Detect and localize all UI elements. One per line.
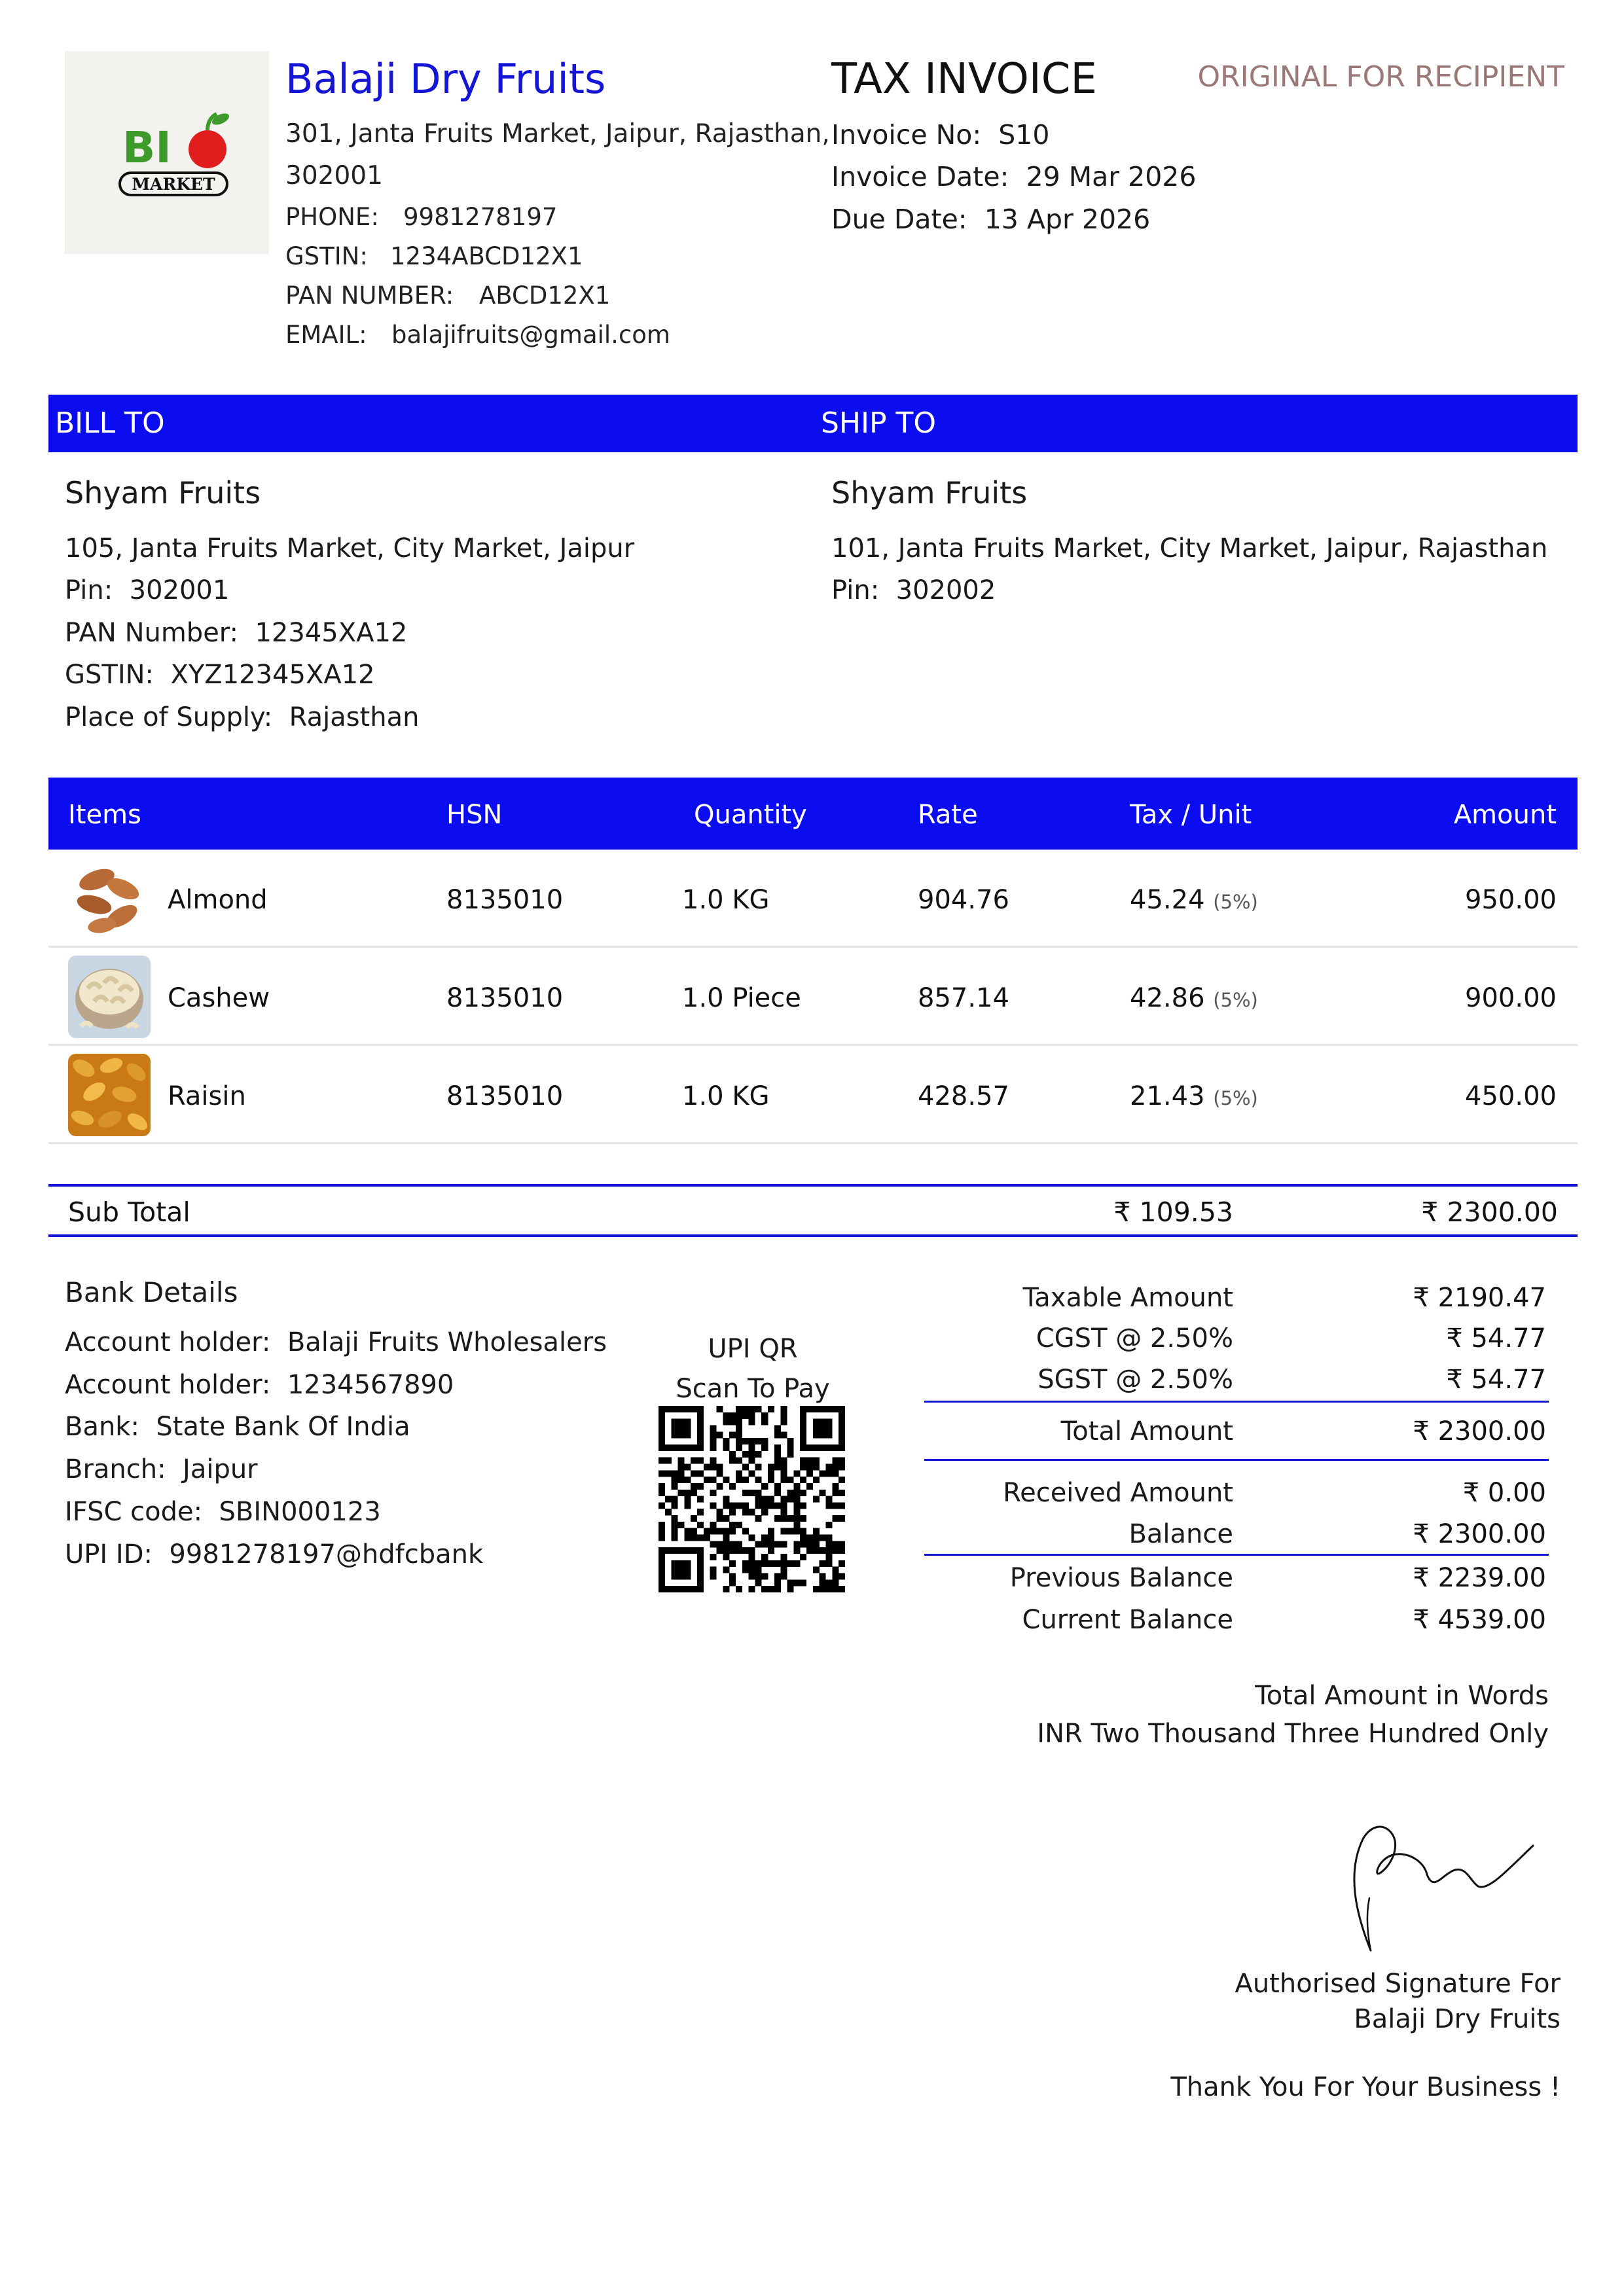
bank-ifsc-label: IFSC code:: [65, 1497, 203, 1527]
bill-pan-label: PAN Number:: [65, 618, 239, 648]
bank-branch-label: Branch:: [65, 1454, 166, 1484]
cgst-label: CGST @ 2.50%: [1036, 1323, 1233, 1354]
previous-balance-value: ₹ 2239.00: [1413, 1563, 1546, 1593]
gstin-label: GSTIN:: [285, 242, 368, 270]
ship-to-heading: SHIP TO: [821, 406, 937, 440]
item-tax: [1130, 983, 1258, 1013]
bank-upi: [65, 1539, 483, 1570]
document-title: TAX INVOICE: [831, 55, 1097, 103]
totals-rule: [924, 1554, 1549, 1556]
bill-to-gstin: [65, 660, 375, 690]
item-qty: 1.0 KG: [682, 885, 770, 915]
item-amount: 950.00: [1465, 885, 1557, 915]
business-name: Balaji Dry Fruits: [285, 55, 606, 103]
pan-value: ABCD12X1: [479, 281, 611, 310]
bill-pin-label: Pin:: [65, 575, 113, 605]
item-name: Raisin: [168, 1081, 246, 1111]
bank-branch-value: Jaipur: [183, 1454, 258, 1484]
subtotal-amount: ₹ 2300.00: [1421, 1196, 1558, 1228]
invoice-date-value: 29 Mar 2026: [1026, 161, 1197, 192]
item-hsn: 8135010: [446, 1081, 564, 1111]
bank-account: [65, 1370, 454, 1400]
phone-value: 9981278197: [403, 203, 558, 231]
business-phone: [285, 203, 557, 231]
cgst-value: ₹ 54.77: [1446, 1323, 1546, 1354]
bill-to-heading: BILL TO: [55, 406, 165, 440]
bill-gstin-label: GSTIN:: [65, 660, 154, 690]
business-email: [285, 321, 670, 349]
supply-label: Place of Supply:: [65, 702, 273, 732]
table-row: [48, 851, 1578, 948]
bill-to-place-of-supply: [65, 702, 419, 732]
item-tax: [1130, 885, 1258, 915]
invoice-date-label: Invoice Date:: [831, 161, 1009, 192]
invoice-number-label: Invoice No:: [831, 119, 982, 151]
item-hsn: 8135010: [446, 885, 564, 915]
bank-ifsc: [65, 1497, 381, 1527]
bank-account-value: 1234567890: [287, 1370, 454, 1400]
business-address-line1: 301, Janta Fruits Market, Jaipur, Rajasthan,: [285, 119, 830, 149]
ship-pin-label: Pin:: [831, 575, 880, 605]
gstin-value: 1234ABCD12X1: [390, 242, 583, 270]
phone-label: PHONE:: [285, 203, 379, 231]
ship-to-name: Shyam Fruits: [831, 475, 1028, 511]
bill-to-address: 105, Janta Fruits Market, City Market, Jaipur: [65, 533, 635, 564]
qr-title: UPI QR: [708, 1334, 798, 1364]
bank-name-value: State Bank Of India: [156, 1412, 410, 1442]
total-amount-label: Total Amount: [1060, 1416, 1233, 1446]
item-amount: 900.00: [1465, 983, 1557, 1013]
received-amount-label: Received Amount: [1003, 1478, 1233, 1508]
current-balance-label: Current Balance: [1022, 1605, 1233, 1635]
item-tax-value: 21.43: [1130, 1081, 1205, 1111]
email-value: balajifruits@gmail.com: [391, 321, 670, 349]
almond-image: [68, 857, 151, 940]
sgst-value: ₹ 54.77: [1446, 1365, 1546, 1395]
party-header-bar: [48, 395, 1578, 452]
bank-holder-value: Balaji Fruits Wholesalers: [287, 1327, 607, 1357]
item-hsn: 8135010: [446, 983, 564, 1013]
bank-account-label: Account holder:: [65, 1370, 271, 1400]
table-row: [48, 1047, 1578, 1144]
business-pan: [285, 281, 610, 310]
invoice-number-value: S10: [998, 119, 1050, 151]
business-address-line2: 302001: [285, 161, 383, 190]
item-tax-percent: (5%): [1213, 989, 1258, 1011]
item-qty: 1.0 KG: [682, 1081, 770, 1111]
subtotal-label: Sub Total: [68, 1196, 190, 1228]
item-tax-value: 45.24: [1130, 885, 1205, 915]
signature-business: Balaji Dry Fruits: [1354, 2004, 1561, 2034]
current-balance-value: ₹ 4539.00: [1413, 1605, 1546, 1635]
amount-in-words-value: INR Two Thousand Three Hundred Only: [1037, 1719, 1549, 1749]
cashew-image: [68, 956, 151, 1038]
raisin-image: [68, 1054, 151, 1136]
pan-label: PAN NUMBER:: [285, 281, 454, 310]
bank-upi-value: 9981278197@hdfcbank: [169, 1539, 484, 1570]
item-amount: 450.00: [1465, 1081, 1557, 1111]
bank-holder: [65, 1327, 607, 1357]
bank-holder-label: Account holder:: [65, 1327, 271, 1357]
upi-qr-code-icon[interactable]: [659, 1406, 845, 1592]
invoice-date: [831, 161, 1196, 192]
bill-pin-value: 302001: [129, 575, 230, 605]
col-hsn: HSN: [446, 800, 503, 830]
business-gstin: [285, 242, 583, 270]
amount-in-words-label: Total Amount in Words: [1255, 1681, 1549, 1711]
taxable-amount-label: Taxable Amount: [1022, 1283, 1233, 1313]
subtotal-tax: ₹ 109.53: [1113, 1196, 1233, 1228]
due-date-label: Due Date:: [831, 204, 967, 235]
item-rate: 904.76: [918, 885, 1009, 915]
svg-text:MARKET: MARKET: [132, 175, 215, 194]
bill-to-pin: [65, 575, 229, 605]
bank-upi-label: UPI ID:: [65, 1539, 153, 1570]
col-quantity: Quantity: [694, 800, 807, 830]
item-name: Almond: [168, 885, 268, 915]
invoice-number: [831, 119, 1049, 151]
item-qty: 1.0 Piece: [682, 983, 801, 1013]
col-tax-unit: Tax / Unit: [1130, 800, 1252, 830]
bank-ifsc-value: SBIN000123: [219, 1497, 381, 1527]
totals-rule: [924, 1401, 1549, 1403]
previous-balance-label: Previous Balance: [1009, 1563, 1233, 1593]
thank-you-note: Thank You For Your Business !: [1170, 2072, 1561, 2102]
bank-name-label: Bank:: [65, 1412, 139, 1442]
qr-subtitle: Scan To Pay: [676, 1374, 830, 1404]
ship-pin-value: 302002: [895, 575, 996, 605]
subtotal-bottom-rule: [48, 1234, 1578, 1237]
copy-tag: ORIGINAL FOR RECIPIENT: [1197, 60, 1564, 94]
svg-text:BI: BI: [122, 122, 171, 173]
bio-market-logo-icon: [65, 51, 269, 254]
table-row: [48, 949, 1578, 1046]
supply-value: Rajasthan: [289, 702, 420, 732]
item-tax: [1130, 1081, 1258, 1111]
total-amount-value: ₹ 2300.00: [1413, 1416, 1546, 1446]
items-table-header: [48, 778, 1578, 850]
item-rate: 857.14: [918, 983, 1009, 1013]
ship-to-address: 101, Janta Fruits Market, City Market, Jaipur, Rajasthan: [831, 533, 1548, 564]
bill-to-name: Shyam Fruits: [65, 475, 261, 511]
balance-value: ₹ 2300.00: [1413, 1519, 1546, 1549]
item-tax-value: 42.86: [1130, 983, 1205, 1013]
col-items: Items: [68, 800, 141, 830]
item-rate: 428.57: [918, 1081, 1009, 1111]
bank-name: [65, 1412, 410, 1442]
signature-image: [1329, 1813, 1564, 1970]
business-logo: [65, 51, 269, 254]
taxable-amount-value: ₹ 2190.47: [1413, 1283, 1546, 1313]
bank-details-title: Bank Details: [65, 1276, 238, 1308]
bill-pan-value: 12345XA12: [255, 618, 408, 648]
item-tax-percent: (5%): [1213, 1087, 1258, 1109]
bank-branch: [65, 1454, 258, 1484]
item-tax-percent: (5%): [1213, 891, 1258, 913]
totals-rule: [924, 1459, 1549, 1461]
sgst-label: SGST @ 2.50%: [1038, 1365, 1233, 1395]
col-amount: Amount: [1453, 800, 1557, 830]
bill-to-pan: [65, 618, 407, 648]
subtotal-top-rule: [48, 1184, 1578, 1187]
due-date-value: 13 Apr 2026: [984, 204, 1151, 235]
col-rate: Rate: [918, 800, 978, 830]
balance-label: Balance: [1128, 1519, 1233, 1549]
signature-caption: Authorised Signature For: [1235, 1969, 1561, 1999]
due-date: [831, 204, 1150, 235]
bill-gstin-value: XYZ12345XA12: [170, 660, 375, 690]
item-name: Cashew: [168, 983, 270, 1013]
ship-to-pin: [831, 575, 996, 605]
email-label: EMAIL:: [285, 321, 367, 349]
received-amount-value: ₹ 0.00: [1462, 1478, 1546, 1508]
